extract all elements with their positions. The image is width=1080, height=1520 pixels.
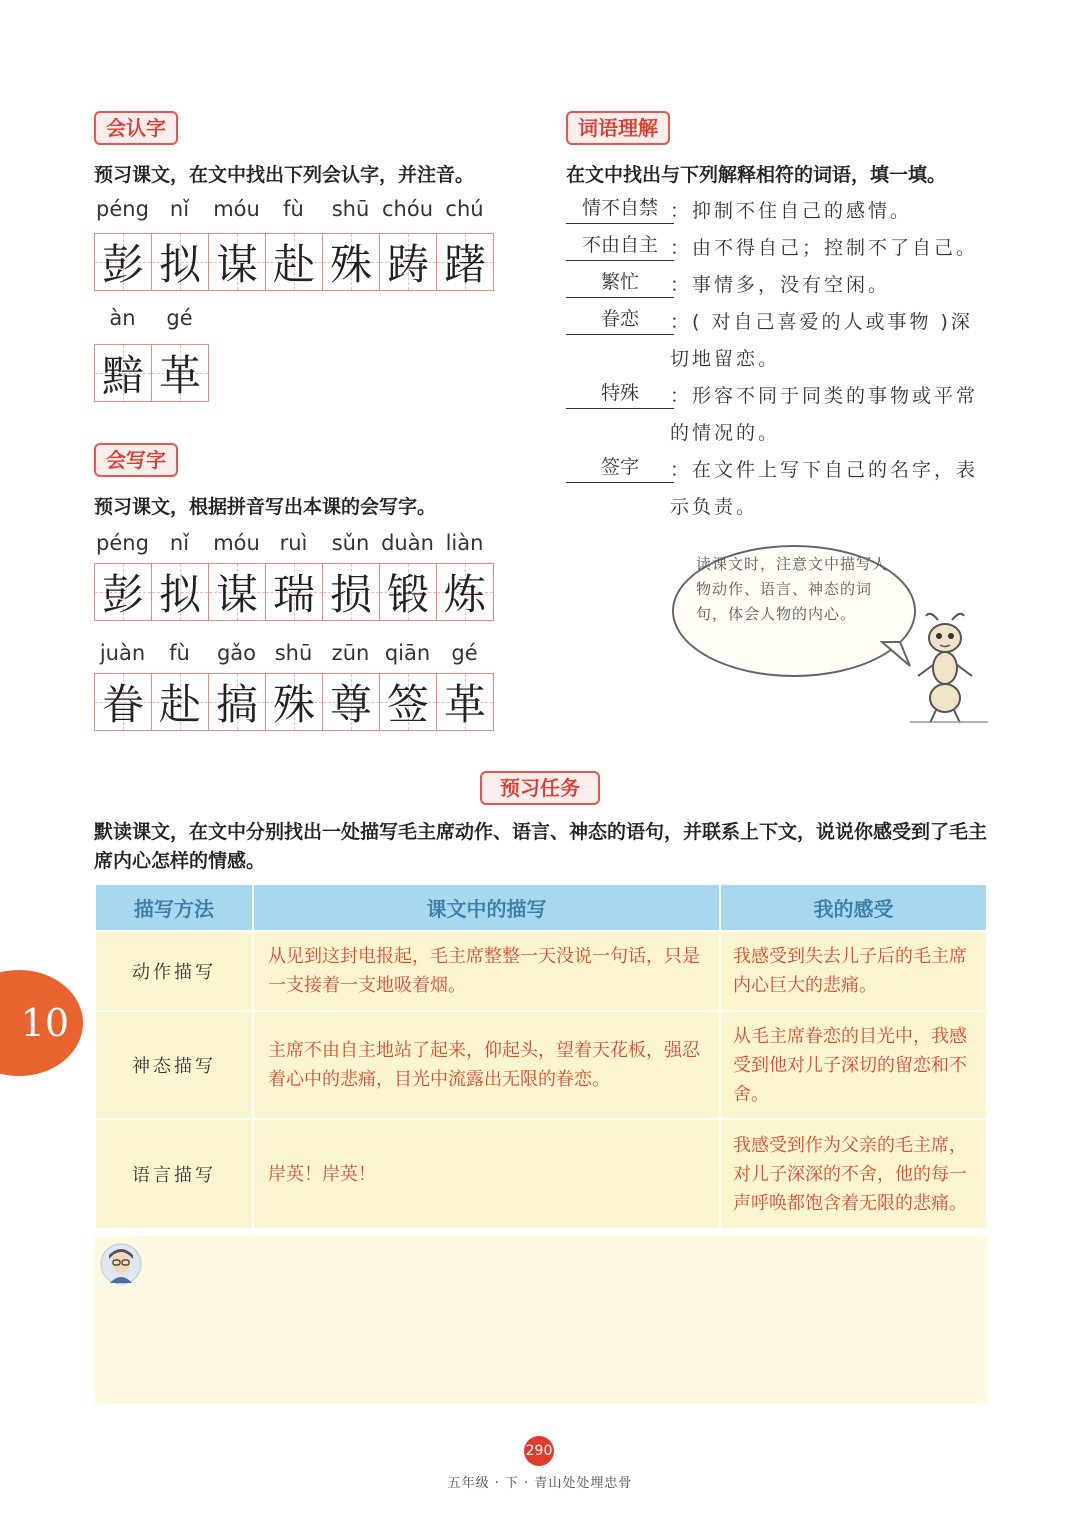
description-cell: 主席不由自主地站了起来，仰起头，望着天花板，强忍着心中的悲痛，目光中流露出无限的眷恋。: [253, 1011, 720, 1119]
ant-mascot-icon: [900, 610, 990, 725]
pinyin: chóu: [381, 197, 433, 221]
pinyin: fù: [169, 641, 190, 665]
chapter-marker: 10: [0, 970, 83, 1076]
teacher-avatar-icon: [100, 1243, 142, 1285]
char-cell: 签: [380, 674, 437, 730]
notes-area: [94, 1236, 988, 1404]
recognize-char-row-2: [94, 344, 209, 402]
char-cell: 锻: [380, 564, 437, 620]
pinyin: chú: [445, 197, 484, 221]
char-cell: 彭: [95, 234, 152, 290]
feeling-cell: 从毛主席眷恋的目光中，我感受到他对儿子深切的留恋和不舍。: [720, 1011, 987, 1119]
pinyin: fù: [283, 197, 304, 221]
vocab-word: 不由自主: [566, 230, 674, 261]
method-cell: 动作描写: [95, 931, 253, 1011]
bubble-text: 读课文时，注意文中描写人物动作、语言、神态的词句，体会人物的内心。: [696, 555, 889, 623]
write-instruction: 预习课文，根据拼音写出本课的会写字。: [94, 496, 437, 518]
description-table: [94, 883, 988, 1230]
recognize-tag: 会认字: [94, 111, 178, 145]
pinyin: péng: [96, 197, 149, 221]
char-cell: 尊: [323, 674, 380, 730]
feeling-cell: 我感受到作为父亲的毛主席，对儿子深深的不舍，他的每一声呼唤都饱含着无限的悲痛。: [720, 1119, 987, 1229]
table-header-row: [95, 884, 987, 931]
pinyin: sǔn: [331, 531, 370, 555]
pinyin: móu: [213, 197, 260, 221]
pinyin: duàn: [381, 531, 434, 555]
char-cell: 黯: [95, 345, 152, 401]
char-cell: 赴: [152, 674, 209, 730]
vocab-word: 繁忙: [566, 267, 674, 298]
vocab-instruction: 在文中找出与下列解释相符的词语，填一填。: [566, 164, 947, 186]
vocab-definition: ：在文件上写下自己的名字，表示负责。: [670, 459, 979, 518]
pinyin: shū: [274, 641, 313, 665]
recognize-pinyin-row-1: [94, 197, 493, 221]
write-pinyin-row-2: [94, 641, 493, 665]
method-cell: 神态描写: [95, 1011, 253, 1119]
recognize-char-row-1: [94, 233, 494, 291]
char-cell: 搞: [209, 674, 266, 730]
char-cell: 拟: [152, 564, 209, 620]
char-cell: 拟: [152, 234, 209, 290]
table-header: 描写方法: [95, 884, 253, 931]
feeling-cell: 我感受到失去儿子后的毛主席内心巨大的悲痛。: [720, 931, 987, 1011]
vocab-word: 签字: [566, 452, 674, 483]
task-tag: 预习任务: [480, 771, 600, 805]
write-pinyin-row-1: [94, 531, 493, 555]
pinyin: qiān: [384, 641, 431, 665]
pinyin: gé: [166, 306, 193, 330]
pinyin: shū: [331, 197, 370, 221]
char-cell: 炼: [437, 564, 493, 620]
description-cell: 从见到这封电报起，毛主席整整一天没说一句话，只是一支接着一支地吸着烟。: [253, 931, 720, 1011]
char-cell: 谋: [209, 564, 266, 620]
vocab-definition: ：形容不同于同类的事物或平常的情况的。: [670, 385, 979, 444]
vocab-definition: ：( 对自己喜爱的人或事物 )深切地留恋。: [670, 311, 973, 370]
recognize-instruction: 预习课文，在文中找出下列会认字，并注音。: [94, 164, 475, 186]
table-header: 我的感受: [720, 884, 987, 931]
char-cell: 踌: [380, 234, 437, 290]
table-row: [95, 1119, 987, 1229]
vocab-definition: ：由不得自己；控制不了自己。: [670, 237, 979, 259]
pinyin: gǎo: [216, 641, 257, 665]
pinyin: àn: [109, 306, 136, 330]
vocab-word: 情不自禁: [566, 193, 674, 224]
footer-title: 五年级 · 下 · 青山处处埋忠骨: [447, 1476, 633, 1491]
char-cell: 损: [323, 564, 380, 620]
pinyin: gé: [451, 641, 478, 665]
pinyin: péng: [96, 531, 149, 555]
method-cell: 语言描写: [95, 1119, 253, 1229]
char-cell: 革: [437, 674, 493, 730]
write-char-row-2: [94, 673, 494, 731]
char-cell: 彭: [95, 564, 152, 620]
table-row: [95, 931, 987, 1011]
char-cell: 眷: [95, 674, 152, 730]
char-cell: 殊: [266, 674, 323, 730]
recognize-pinyin-row-2: [94, 306, 208, 330]
pinyin: zūn: [331, 641, 370, 665]
char-cell: 革: [152, 345, 208, 401]
char-cell: 躇: [437, 234, 493, 290]
pinyin: ruì: [279, 531, 308, 555]
pinyin: liàn: [445, 531, 484, 555]
write-tag: 会写字: [94, 443, 178, 477]
char-cell: 赴: [266, 234, 323, 290]
table-header: 课文中的描写: [253, 884, 720, 931]
description-cell: 岸英！岸英！: [253, 1119, 720, 1229]
pinyin: juàn: [99, 641, 146, 665]
pinyin: nǐ: [169, 197, 190, 221]
char-cell: 谋: [209, 234, 266, 290]
write-char-row-1: [94, 563, 494, 621]
vocab-word: 特殊: [566, 378, 674, 409]
page-number: 290: [524, 1436, 554, 1466]
table-row: [95, 1011, 987, 1119]
vocab-word: 眷恋: [566, 304, 674, 335]
task-instruction: 默读课文，在文中分别找出一处描写毛主席动作、语言、神态的语句，并联系上下文，说说你感受到了毛主席内心怎样的情感。: [94, 821, 988, 872]
char-cell: 殊: [323, 234, 380, 290]
pinyin: móu: [213, 531, 260, 555]
pinyin: nǐ: [169, 531, 190, 555]
vocab-definition: ：事情多，没有空闲。: [670, 274, 891, 296]
char-cell: 瑞: [266, 564, 323, 620]
vocab-tag: 词语理解: [566, 111, 670, 145]
vocab-definition: ：抑制不住自己的感情。: [670, 200, 913, 222]
